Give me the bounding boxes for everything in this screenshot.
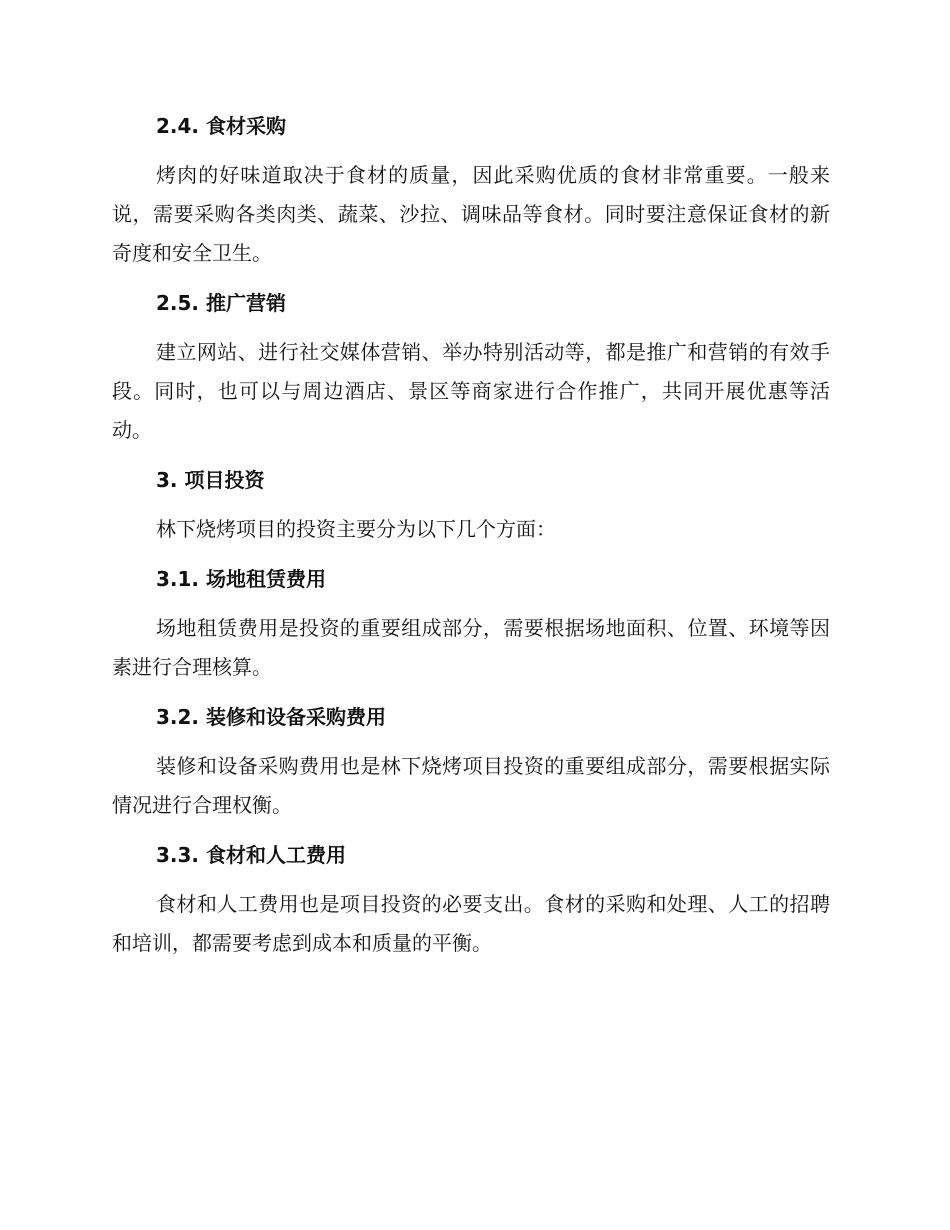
paragraph-renovation-equipment: 装修和设备采购费用也是林下烧烤项目投资的重要组成部分，需要根据实际情况进行合理权衡。 [112, 754, 830, 817]
section-heading-3-3: 3.3. 食材和人工费用 [156, 843, 346, 867]
paragraph-ingredient-purchase: 烤肉的好味道取决于食材的质量，因此采购优质的食材非常重要。一般来说，需要采购各类肉类、蔬菜、沙拉、调味品等食材。同时要注意保证食材的新奇度和安全卫生。 [112, 163, 830, 265]
paragraph-ingredients-labor: 食材和人工费用也是项目投资的必要支出。食材的采购和处理、人工的招聘和培训，都需要考虑到成本和质量的平衡。 [112, 892, 830, 955]
paragraph-investment-intro: 林下烧烤项目的投资主要分为以下几个方面： [156, 517, 556, 541]
paragraph-marketing: 建立网站、进行社交媒体营销、举办特别活动等，都是推广和营销的有效手段。同时，也可以与周边酒店、景区等商家进行合作推广，共同开展优惠等活动。 [112, 340, 830, 442]
section-heading-2-4: 2.4. 食材采购 [156, 114, 286, 138]
document-body [112, 110, 830, 977]
section-heading-3: 3. 项目投资 [156, 468, 265, 492]
paragraph-site-rental: 场地租赁费用是投资的重要组成部分，需要根据场地面积、位置、环境等因素进行合理核算。 [112, 616, 830, 679]
section-heading-3-2: 3.2. 装修和设备采购费用 [156, 705, 386, 729]
section-heading-3-1: 3.1. 场地租赁费用 [156, 567, 326, 591]
section-heading-2-5: 2.5. 推广营销 [156, 291, 286, 315]
